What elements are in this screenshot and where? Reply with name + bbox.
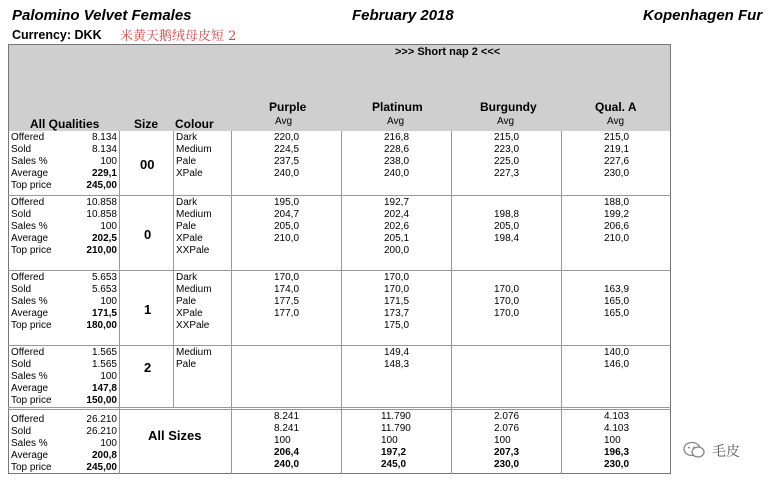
platinum-values: 192,7 202,4 202,6 205,1 200,0	[384, 197, 410, 256]
purple-values: 170,0 174,0 177,5 177,0	[274, 272, 300, 319]
quala-values: 163,9 165,0 165,0	[604, 284, 630, 319]
stat-values: 10.858 10.858 100 202,5 210,00	[86, 197, 117, 256]
purple-totals: 8.241 8.241 100 206,4 240,0	[274, 411, 300, 470]
col-header-burgundy: Burgundy	[480, 100, 537, 114]
col-header-platinum: Platinum	[372, 100, 423, 114]
report-date: February 2018	[352, 7, 454, 24]
quala-values: 140,0 146,0	[604, 347, 630, 370]
purple-values: 195,0 204,7 205,0 210,0	[274, 197, 300, 244]
row-divider	[8, 195, 671, 196]
col-header-colour: Colour	[175, 117, 214, 131]
platinum-totals: 11.790 11.790 100 197,2 245,0	[381, 411, 411, 470]
grid-divider	[173, 131, 174, 407]
totals-divider	[8, 407, 671, 410]
col-header-avg: Avg	[607, 116, 625, 127]
colour-list: Medium Pale	[176, 347, 212, 370]
burgundy-values: 215,0 223,0 225,0 227,3	[494, 132, 520, 179]
stat-labels: Offered Sold Sales % Average Top price	[11, 197, 52, 256]
burgundy-values: 198,8 205,0 198,4	[494, 209, 520, 244]
stat-labels: Offered Sold Sales % Average Top price	[11, 414, 52, 473]
colour-list: Dark Medium Pale XPale XXPale	[176, 197, 212, 256]
report-title: Palomino Velvet Females	[12, 7, 192, 24]
stat-values: 5.653 5.653 100 171,5 180,00	[86, 272, 117, 331]
all-sizes-label: All Sizes	[148, 428, 202, 443]
quala-totals: 4.103 4.103 100 196,3 230,0	[604, 411, 630, 470]
size-label: 0	[144, 227, 152, 242]
stat-labels: Offered Sold Sales % Average Top price	[11, 132, 52, 191]
size-label: 00	[140, 157, 155, 172]
stat-values: 26.210 26.210 100 200,8 245,00	[86, 414, 117, 473]
wechat-icon	[683, 441, 705, 464]
col-header-quala: Qual. A	[595, 100, 637, 114]
col-header-avg: Avg	[387, 116, 405, 127]
grid-divider	[561, 131, 562, 474]
row-divider	[8, 345, 671, 346]
quala-values: 215,0 219,1 227,6 230,0	[604, 132, 630, 179]
stat-labels: Offered Sold Sales % Average Top price	[11, 272, 52, 331]
quala-values: 188,0 199,2 206,6 210,0	[604, 197, 630, 244]
col-header-avg: Avg	[497, 116, 515, 127]
platinum-values: 170,0 170,0 171,5 173,7 175,0	[384, 272, 410, 331]
purple-values: 220,0 224,5 237,5 240,0	[274, 132, 300, 179]
size-label: 2	[144, 360, 152, 375]
col-header-avg: Avg	[275, 116, 293, 127]
section-title: >>> Short nap 2 <<<	[395, 46, 501, 58]
stat-values: 8.134 8.134 100 229,1 245,00	[86, 132, 117, 191]
col-header-purple: Purple	[269, 100, 307, 114]
stat-labels: Offered Sold Sales % Average Top price	[11, 347, 52, 406]
platinum-values: 216,8 228,6 238,0 240,0	[384, 132, 410, 179]
company-name: Kopenhagen Fur	[643, 7, 763, 24]
grid-divider	[341, 131, 342, 474]
grid-divider	[451, 131, 452, 474]
size-label: 1	[144, 302, 152, 317]
stat-values: 1.565 1.565 100 147,8 150,00	[86, 347, 117, 406]
burgundy-values: 170,0 170,0 170,0	[494, 284, 520, 319]
col-header-qualities: All Qualities	[30, 117, 100, 131]
colour-list: Dark Medium Pale XPale XXPale	[176, 272, 212, 331]
currency-label: Currency: DKK	[12, 28, 102, 42]
watermark-text: 毛皮	[712, 444, 740, 460]
chinese-note: 米黄天鹅绒母皮短 2	[120, 29, 237, 44]
colour-list: Dark Medium Pale XPale	[176, 132, 212, 179]
grid-divider	[119, 131, 120, 474]
burgundy-totals: 2.076 2.076 100 207,3 230,0	[494, 411, 520, 470]
col-header-size: Size	[134, 117, 159, 131]
grid-divider	[231, 131, 232, 474]
platinum-values: 149,4 148,3	[384, 347, 410, 370]
row-divider	[8, 270, 671, 271]
